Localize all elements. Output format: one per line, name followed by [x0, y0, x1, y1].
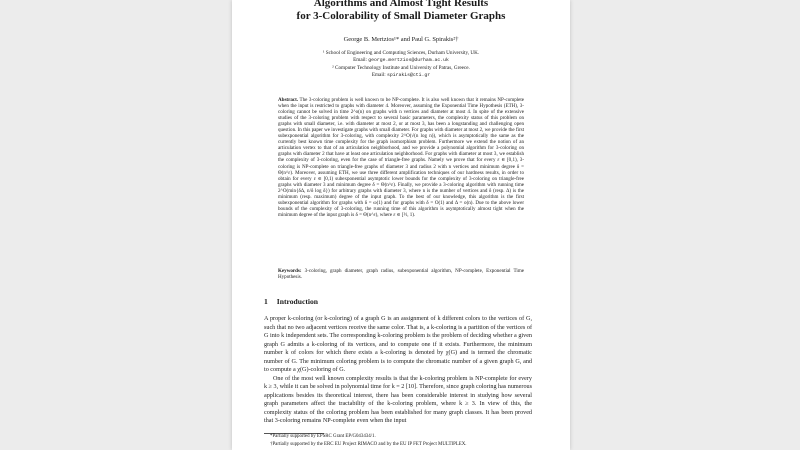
author-list: George B. Mertzios¹* and Paul G. Spirakis²† [343, 36, 459, 43]
paper-title-line-2: for 3-Colorability of Small Diameter Graphs [296, 10, 506, 22]
email-address[interactable]: george.mertzios@durham.ac.uk [368, 58, 449, 63]
email-label: Email: [371, 72, 386, 78]
email-address[interactable]: spirakis@cti.gr [386, 73, 431, 78]
abstract-text: The 3-coloring problem is well known to be NP-complete. It is also well known that it remains NP-complete when the input is restricted to graphs with diameter 4. Moreover, assuming the Exponential Time Hypothesis (ETH), 3-coloring cannot be solved in time 2^o(n) on graphs with n vertices and diameter at most 4. In spite of the extensive studies of the 3-coloring problem with respect to several basic parameters, the complexity status of this problem on graphs with small diameter, i.e. with diameter at most 2, or at most 3, has been a longstanding and challenging open question. In this paper we investigate graphs with small diameter. For graphs with diameter at most 2, we provide the first subexponential algorithm for 3-coloring, with complexity 2^O(√(n log n)), which is asymptotically the same as the currently best known time complexity for the graph isomorphism problem. Furthermore we extend the notion of an articulation vertex to that of an articulation neighborhood, and we provide a polynomial algorithm for 3-coloring on graphs with diameter 2 that have at least one articulation neighborhood. For graphs with diameter at most 3, we establish the complexity of 3-coloring, even for the case of triangle-free graphs. Namely we prove that for every ε ∈ [0,1), 3-coloring is NP-complete on triangle-free graphs of diameter 3 and radius 2 with n vertices and minimum degree δ = Θ(n^ε). Moreover, assuming ETH, we use three different amplification techniques of our hardness results, in order to obtain for every ε ∈ [0,1) subexponential asymptotic lower bounds for the complexity of 3-coloring on triangle-free graphs with diameter 3 and minimum degree δ = Θ(n^ε). Finally, we provide a 3-coloring algorithm with running time 2^O(min{δΔ, n/δ log δ}) for arbitrary graphs with diameter 3, where n is the number of vertices and δ (resp. Δ) is the minimum (resp. maximum) degree of the input graph. To the best of our knowledge, this algorithm is the first subexponential algorithm for graphs with δ = ω(1) and for graphs with δ = O(1) and Δ = o(n). Due to the above lower bounds of the complexity of 3-coloring, the running time of this algorithm is asymptotically almost tight when the minimum degree of the input graph is δ = Θ(n^ε), where ε ∈ [½, 1). [278, 97, 524, 218]
paper-title-line-1: Algorithms and Almost Tight Results [313, 0, 489, 9]
affiliation-2: ² Computer Technology Institute and University of Patras, Greece. [332, 65, 470, 71]
keywords [278, 268, 524, 280]
footnote-1: *Partially supported by EPSRC Grant EP/G043434/1. [270, 434, 376, 439]
abstract [278, 97, 524, 218]
footnote-2: †Partially supported by the ERC EU Project RIMACO and by the EU IP FET Project MULTIPLEX. [270, 442, 467, 447]
section-heading [264, 297, 318, 306]
email-label: Email: [353, 57, 367, 63]
intro-paragraph-2: One of the most well known complexity results is that the k-coloring problem is NP-complete for every k ≥ 3, while it can be solved in polynomial time for k = 2 [10]. Therefore, since graph coloring has numerous applications besides its theoretical interest, there has been considerable interest in studying how several graph parameters affect the tractability of the k-coloring problem, where k ≥ 3. In view of this, the complexity status of the coloring problem has been established for many graph classes. It has been proved that 3-coloring remains NP-complete even when the input [264, 375, 532, 424]
section-title: Introduction [276, 297, 319, 306]
affiliation-1: ¹ School of Engineering and Computing Sciences, Durham University, UK. [322, 50, 480, 56]
section-number: 1 [264, 297, 268, 306]
paper-page [232, 0, 570, 450]
intro-paragraph-1: A proper k-coloring (or k-coloring) of a graph G is an assignment of k different colors to the vertices of G, such that no two adjacent vertices receive the same color. That is, a k-coloring is a partition of the vertices of G into k independent sets. The corresponding k-coloring problem is the problem of deciding whether a given graph G admits a k-coloring of its vertices, and to compute one if it exists. Furthermore, the minimum number k of colors for which there exists a k-coloring is denoted by χ(G) and is termed the chromatic number of G. The minimum coloring problem is to compute the chromatic number of a given graph G, and to compute a χ(G)-coloring of G. [264, 316, 532, 373]
affiliation-2-email [232, 72, 570, 80]
introduction-body [264, 315, 532, 426]
keywords-label: Keywords: [278, 268, 302, 274]
abstract-label: Abstract. [278, 97, 299, 103]
keywords-text: 3-coloring, graph diameter, graph radius, subexponential algorithm, NP-complete, Exponential Time Hypothesis. [278, 268, 524, 281]
affiliation-1-email [232, 57, 570, 65]
